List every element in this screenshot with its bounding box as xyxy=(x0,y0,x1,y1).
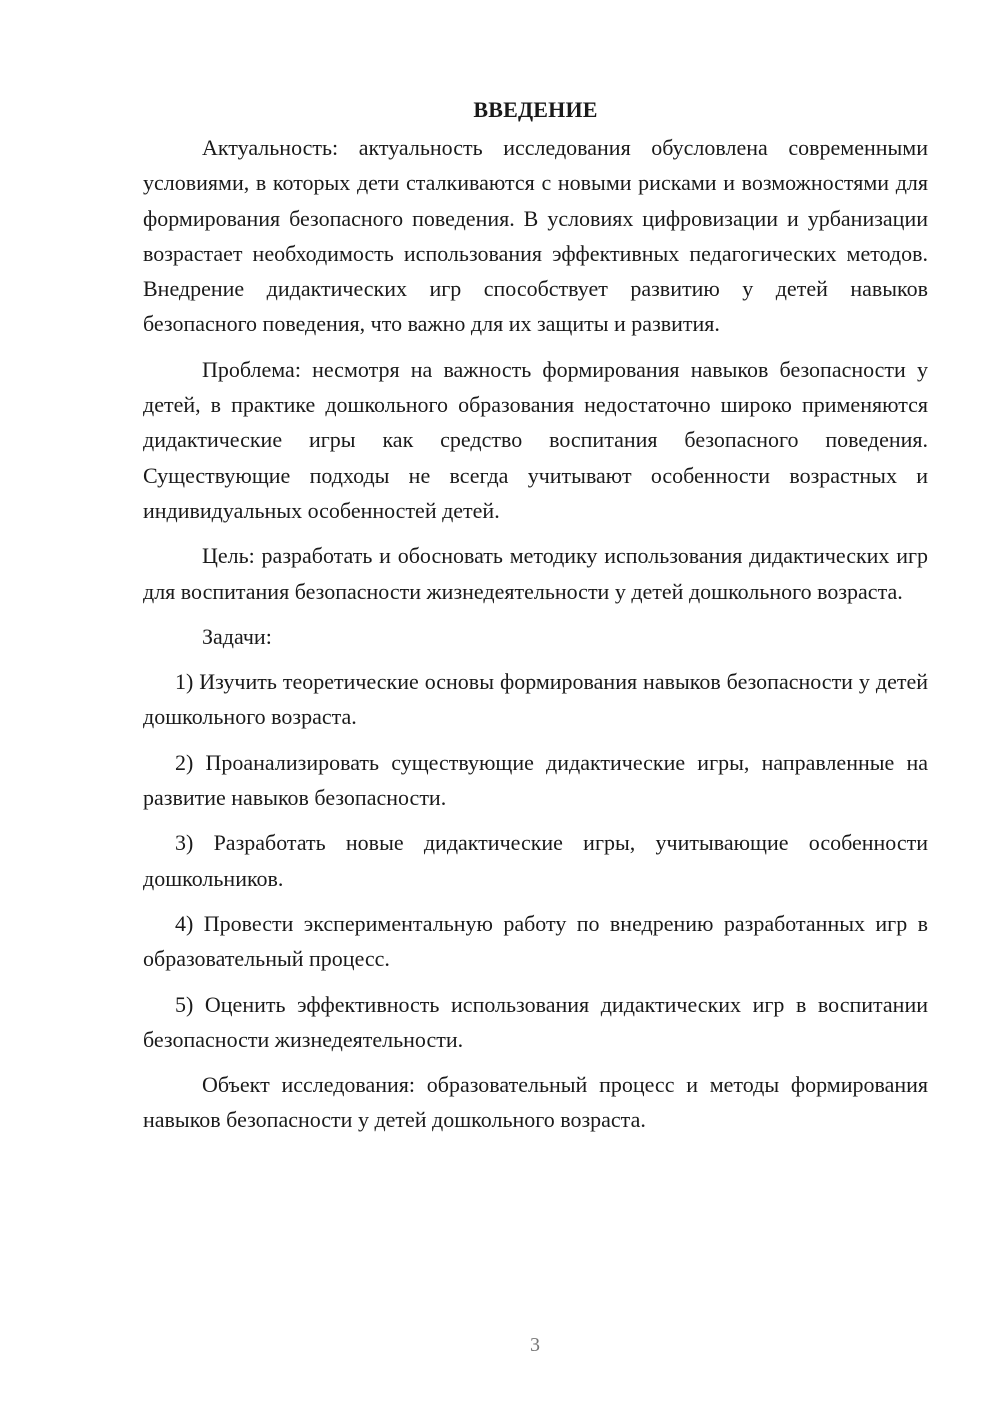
section-title: ВВЕДЕНИЕ xyxy=(473,97,598,122)
page-number: 3 xyxy=(530,1334,540,1356)
task-item-1: 1) Изучить теоретические основы формирования навыков безопасности у детей дошкольного возраста. xyxy=(143,669,928,730)
paragraph-goal: Цель: разработать и обосновать методику использования дидактических игр для воспитания безопасности жизнедеятельности у детей дошкольного возраста. xyxy=(143,543,928,604)
task-item-5: 5) Оценить эффективность использования дидактических игр в воспитании безопасности жизнедеятельности. xyxy=(143,991,928,1052)
document-page xyxy=(143,95,928,1138)
paragraph-object: Объект исследования: образовательный процесс и методы формирования навыков безопасности у детей дошкольного возраста. xyxy=(143,1072,928,1133)
tasks-heading: Задачи: xyxy=(202,623,272,649)
task-item-2: 2) Проанализировать существующие дидактические игры, направленные на развитие навыков безопасности. xyxy=(143,749,928,811)
task-item-4: 4) Провести экспериментальную работу по внедрению разработанных игр в образовательный процесс. xyxy=(143,910,928,972)
paragraph-relevance: Актуальность: актуальность исследования обусловлена современными условиями, в которых дети сталкиваются с новыми рисками и возможностями для формирования безопасного поведения. В условиях цифровизации и урбанизации возрастает необходимость использования эффективных педагогических методов. Внедрение дидактических игр способствует развитию у детей навыков безопасного поведения, что важно для их защиты и развития. xyxy=(143,135,928,337)
task-item-3: 3) Разработать новые дидактические игры, учитывающие особенности дошкольников. xyxy=(143,830,928,891)
paragraph-problem: Проблема: несмотря на важность формирования навыков безопасности у детей, в практике дошкольного образования недостаточно широко применяются дидактические игры как средство воспитания безопасного поведения. Существующие подходы не всегда учитывают особенности возрастных и индивидуальных особенностей детей. xyxy=(143,356,928,523)
